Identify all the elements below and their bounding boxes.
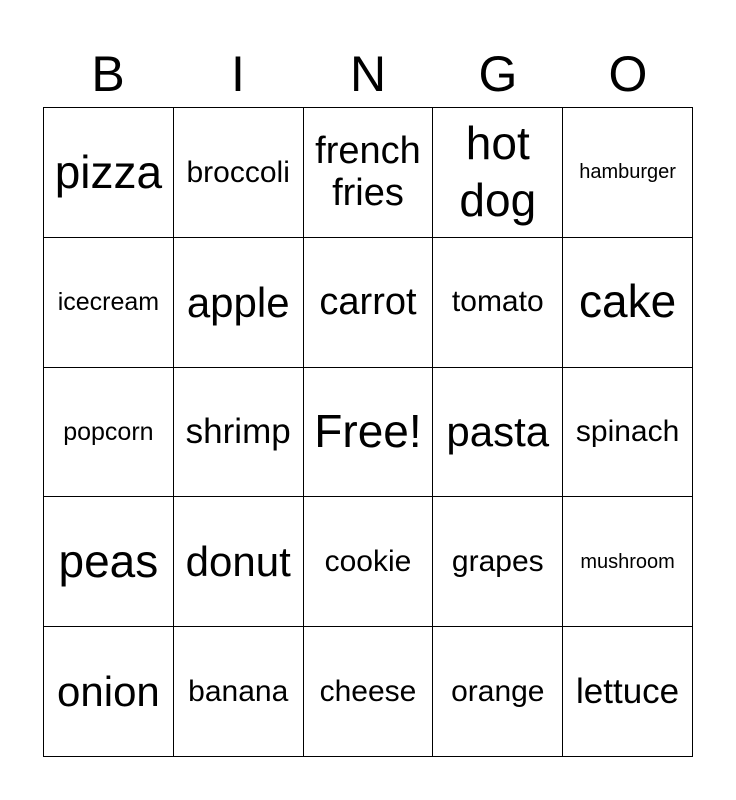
- bingo-cell[interactable]: [433, 108, 563, 238]
- bingo-cell[interactable]: [563, 627, 693, 757]
- cell-label: orange: [451, 674, 545, 708]
- bingo-header: [43, 40, 693, 108]
- header-letter-o: O: [608, 46, 648, 102]
- bingo-cell[interactable]: [44, 497, 174, 627]
- bingo-cell[interactable]: [433, 238, 563, 368]
- cell-label: carrot: [319, 280, 417, 323]
- header-letter-n: N: [349, 46, 387, 102]
- bingo-cell[interactable]: [433, 368, 563, 498]
- header-letter-i: I: [231, 46, 245, 102]
- bingo-cell[interactable]: [304, 497, 434, 627]
- bingo-cell[interactable]: [563, 108, 693, 238]
- cell-label: hamburger: [579, 161, 676, 184]
- cell-label: icecream: [57, 288, 160, 317]
- free-space-label: Free!: [314, 405, 422, 458]
- bingo-cell[interactable]: [174, 108, 304, 238]
- bingo-cell[interactable]: [563, 238, 693, 368]
- cell-label: banana: [188, 674, 289, 708]
- cell-label: pizza: [54, 145, 163, 198]
- bingo-cell[interactable]: [174, 627, 304, 757]
- bingo-cell[interactable]: [304, 627, 434, 757]
- bingo-cell[interactable]: [44, 238, 174, 368]
- cell-label: mushroom: [580, 550, 675, 573]
- cell-label: apple: [186, 278, 290, 326]
- cell-label: grapes: [451, 544, 544, 578]
- cell-label: donut: [185, 538, 291, 586]
- cell-label: lettuce: [576, 672, 680, 711]
- bingo-cell[interactable]: [304, 238, 434, 368]
- cell-label: shrimp: [185, 412, 291, 452]
- bingo-cell[interactable]: [563, 368, 693, 498]
- cell-label: french fries: [315, 129, 421, 215]
- bingo-cell[interactable]: [174, 368, 304, 498]
- bingo-cell[interactable]: [44, 627, 174, 757]
- cell-label: cake: [579, 275, 677, 328]
- header-letter-b: B: [91, 46, 125, 102]
- bingo-cell[interactable]: [304, 108, 434, 238]
- cell-label: pasta: [446, 408, 550, 456]
- bingo-cell[interactable]: [563, 497, 693, 627]
- bingo-board: [43, 107, 693, 757]
- bingo-cell[interactable]: [44, 368, 174, 498]
- cell-label: peas: [58, 535, 159, 588]
- cell-label: onion: [57, 668, 160, 716]
- bingo-cell[interactable]: [44, 108, 174, 238]
- bingo-cell[interactable]: [433, 497, 563, 627]
- bingo-cell[interactable]: [433, 627, 563, 757]
- cell-label: hot dog: [459, 116, 537, 227]
- free-space-cell[interactable]: [304, 368, 434, 498]
- header-letter-g: G: [478, 46, 518, 102]
- cell-label: cheese: [319, 674, 417, 708]
- cell-label: tomato: [451, 285, 544, 319]
- cell-label: broccoli: [186, 155, 290, 189]
- cell-label: cookie: [324, 544, 412, 578]
- bingo-cell[interactable]: [174, 238, 304, 368]
- bingo-cell[interactable]: [174, 497, 304, 627]
- cell-label: popcorn: [63, 417, 154, 446]
- cell-label: spinach: [575, 415, 680, 449]
